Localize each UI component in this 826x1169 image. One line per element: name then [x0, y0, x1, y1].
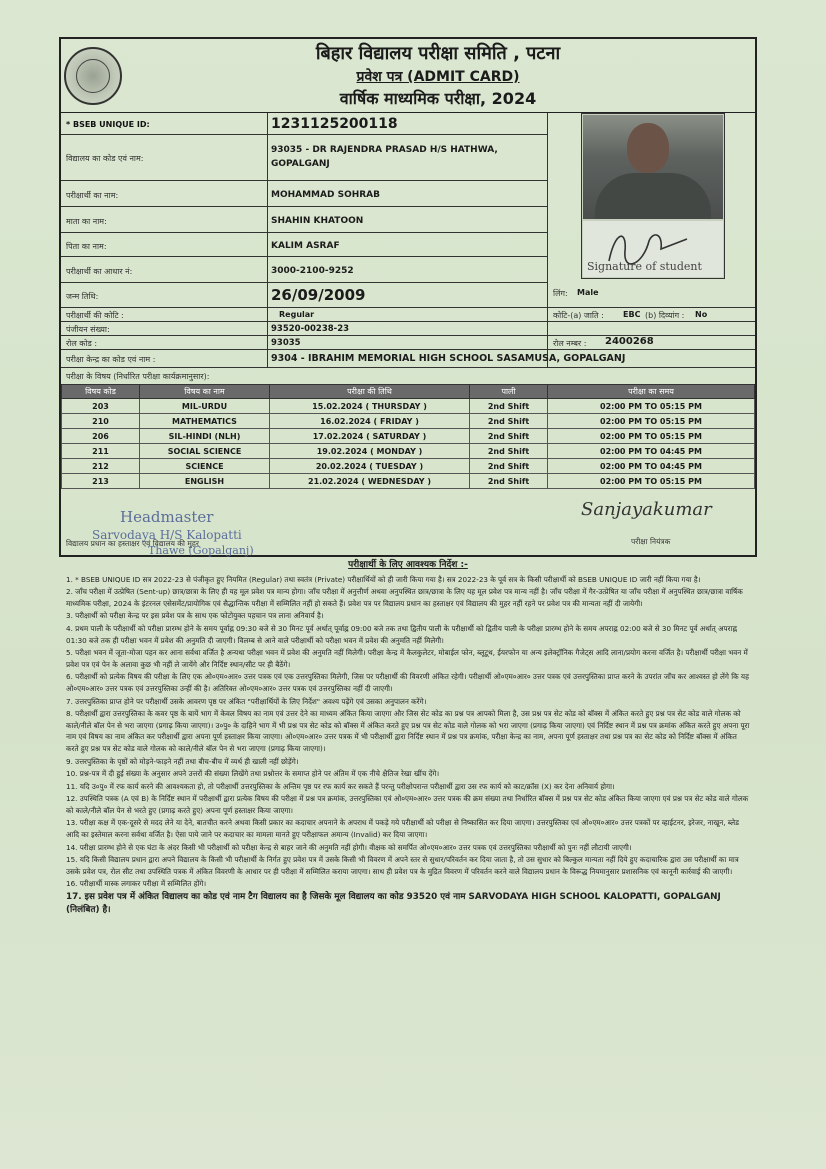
subject-row [62, 474, 755, 489]
instruction-item: 12. उपस्थिति पत्रक (A एवं B) के निर्दिष्ट स्थान में परीक्षार्थी द्वारा प्रत्येक विषय की परीक्षा में प्रश्न पत्र क्रमांक, उत्तरपुस्तिका एवं ओ०एम०आर० उत्तर पत्रक की क्रम संख्या तथा निर्धारित बॉक्स में प्रश्न पत्र सेट कोड अंकित किया जाएगा एवं प्रश्न पत्र सेट कोड वाले गोलक को काले/नीले बॉल पेन से भरते हुए (प्रगाढ़ करते हुए) अपना पूर्ण हस्ताक्षर किया जाएगा। [66, 794, 749, 815]
reg-value: 93520-00238-23 [271, 324, 350, 334]
subject-code: 203 [62, 399, 140, 414]
uid-label: * BSEB UNIQUE ID: [66, 120, 150, 129]
exam-shift: 2nd Shift [470, 459, 548, 474]
name-label: परीक्षार्थी का नाम: [66, 191, 119, 200]
father-label: पिता का नाम: [66, 242, 107, 251]
row-subjects-label [61, 368, 755, 384]
instruction-item: 8. परीक्षार्थी द्वारा उत्तरपुस्तिका के कवर पृष्ठ के बायें भाग में केवल विषय का नाम एवं उत्तर देने का माध्यम अंकित किया जाएगा और जिस सेट कोड का प्रश्न पत्र आपको मिला है, उस प्रश्न पत्र सेट कोड को बॉक्स में अंकित करते हुए प्रश्न पत्र सेट कोड वाले गोलक को काले/नीले बॉल पेन से भरा जाएगा (प्रगाढ़ किया जाएगा)। उ०पु० के दाहिने भाग में भी प्रश्न पत्र सेट कोड को बॉक्स में अंकित करते हुए प्रश्न पत्र सेट कोड वाले गोलक को भरा जाएगा (प्रगाढ़ किया जाएगा) एवं निर्दिष्ट स्थान में प्रश्न पत्र क्रमांक अंकित करते हुए अपना पूरा नाम एवं विषय का नाम अंकित कर परीक्षार्थी द्वारा अपना पूर्ण हस्ताक्षर किया जाएगा। ओ०एम०आर० उत्तर पत्रक में भी परीक्षार्थी द्वारा निर्दिष्ट स्थान में प्रश्न पत्र क्रमांक, परीक्षा केन्द्र का नाम, अपना पूर्ण हस्ताक्षर तथा प्रश्न पत्र का सेट कोड को निर्दिष्ट बॉक्स में अंकित करते हुए प्रश्न पत्र सेट कोड वाले गोलक को काले/नीले बॉल पेन से भरा जाएगा (प्रगाढ़ किया जाएगा)। [66, 709, 750, 753]
instruction-item: 2. जाँच परीक्षा में उत्प्रेषित (Sent-up) छात्र/छात्रा के लिए ही यह मूल प्रवेश पत्र मान्य होगा। जाँच परीक्षा में अनुत्तीर्ण अथवा अनुपस्थित छात्र/छात्रा के लिए यह मूल प्रवेश पत्र मान्य नहीं है। जाँच परीक्षा में गैर-उत्प्रेषित या जाँच परीक्षा में अनुपस्थित छात्र/छात्रा वार्षिक माध्यमिक परीक्षा, 2024 के इंटरनल एसेसमेंट/प्रायोगिक एवं सैद्धान्तिक परीक्षा में सम्मिलित नहीं हो सकते हैं। प्रवेश पत्र पर विद्यालय प्रधान का हस्ताक्षर एवं विद्यालय की मुहर नहीं रहने पर प्रवेश पत्र की मान्यता नहीं दी जायेगी। [66, 587, 743, 608]
exam-time: 02:00 PM TO 05:15 PM [548, 474, 755, 489]
col-subject: विषय का नाम [140, 385, 270, 399]
instruction-item: 5. परीक्षा भवन में जूता-मोजा पहन कर आना सर्वथा वर्जित है अन्यथा परीक्षा भवन में प्रवेश की अनुमति नहीं मिलेगी। परीक्षा केन्द्र में कैलकुलेटर, मोबाईल फोन, ब्लूटूथ, ईयरफोन या अन्य इलेक्ट्रॉनिक गैजेट्स आदि लाना/प्रयोग करना वर्जित है। परीक्षार्थी परीक्षा भवन में प्रवेश पत्र एवं पेन के अलावा कुछ भी नहीं ले जायेंगे और निर्दिष्ट स्थान/सीट पर ही बैठेंगे। [66, 648, 748, 669]
student-signature [583, 221, 723, 277]
subject-row [62, 444, 755, 459]
exam-title: वार्षिक माध्यमिक परीक्षा, 2024 [339, 89, 537, 108]
instruction-item: 3. परीक्षार्थी को परीक्षा केन्द्र पर इस प्रवेश पत्र के साथ एक फोटोयुक्त पहचान पत्र लाना अनिवार्य है। [66, 611, 324, 621]
instructions-title: परीक्षार्थी के लिए आवश्यक निर्देश :- [348, 560, 468, 570]
admit-card [59, 37, 757, 557]
controller-label: परीक्षा नियंत्रक [631, 537, 671, 546]
roll-code-value: 93035 [271, 338, 301, 348]
subject-code: 210 [62, 414, 140, 429]
exam-shift: 2nd Shift [470, 429, 548, 444]
doc-title: प्रवेश पत्र (ADMIT CARD) [356, 69, 520, 85]
roll-code-label: रोल कोड : [66, 339, 98, 348]
instruction-item: 17. इस प्रवेश पत्र में अंकित विद्यालय का कोड एवं नाम टैग विद्यालय का है जिसके मूल विद्यालय का कोड 93520 एवं नाम SARVODAYA HIGH SCHOOL KALOPATTI, GOPALGANJ (निलंबित) है। [66, 892, 721, 916]
instructions [66, 560, 750, 918]
instruction-item: 7. उत्तरपुस्तिका प्राप्त होने पर परीक्षार्थी उसके आवरण पृष्ठ पर अंकित "परीक्षार्थियों के लिए निर्देश" अवश्य पढ़ेंगे एवं उसका अनुपालन करेंगे। [66, 696, 427, 706]
dob-label: जन्म तिथि: [66, 292, 99, 301]
caste-value: EBC [623, 310, 641, 319]
card-header [61, 39, 755, 113]
instruction-item: 15. यदि किसी विद्यालय प्रधान द्वारा अपने विद्यालय के किसी भी परीक्षार्थी के निर्गत हुए प्रवेश पत्र में उसके किसी भी विवरण में अपने स्तर से सुधार/परिवर्तन कर दिया जाता है, तो उस सुधार को बिल्कुल मान्यता नहीं दिये हुए कदाचारिक द्वारा उस परीक्षार्थी का मात्र उसके प्रवेश पत्र, रोल सीट तथा उपस्थिति पत्रक में अंकित विवरणी के आधार पर ही परीक्षा में सम्मिलित कराया जाएगा। साथ ही प्रवेश पत्र के मुद्रित विवरण में परिवर्तन करने वाले विद्यालय प्रधान के विरूद्ध नियमानुसार प्रशासनिक एवं कानूनी कार्रवाई की जाएगी। [66, 855, 739, 876]
category-value: Regular [279, 310, 315, 319]
subjects-table [61, 384, 755, 489]
exam-date: 15.02.2024 ( THURSDAY ) [270, 399, 470, 414]
row-registration [61, 322, 755, 336]
subject-code: 213 [62, 474, 140, 489]
caste-label: कोटि-(a) जाति : [553, 311, 604, 320]
instruction-item: 10. प्रश्न-पत्र में दी हुई संख्या के अनुसार अपने उत्तरों की संख्या लिखेंगे तथा प्रश्नोत्तर के समाप्त होने पर अंतिम में एक नीचे क्षैतिज रेखा खींच देंगे। [66, 769, 440, 779]
exam-time: 02:00 PM TO 04:45 PM [548, 444, 755, 459]
instruction-item: 1. * BSEB UNIQUE ID सत्र 2022-23 से पंजीकृत हुए नियमित (Regular) तथा स्वतंत्र (Private) परीक्षार्थियों को ही जारी किया गया है। सत्र 2022-23 के पूर्व सत्र के किसी परीक्षार्थी को BSEB UNIQUE ID जारी नहीं किया गया है। [66, 574, 701, 584]
roll-no-label: रोल नम्बर : [553, 339, 587, 348]
dob-value: 26/09/2009 [271, 286, 366, 304]
subject-row [62, 399, 755, 414]
row-name [61, 181, 547, 207]
subject-row [62, 414, 755, 429]
exam-date: 21.02.2024 ( WEDNESDAY ) [270, 474, 470, 489]
student-photo [581, 113, 725, 279]
col-date: परीक्षा की तिथि [270, 385, 470, 399]
category-label: परीक्षार्थी की कोटि : [66, 311, 124, 320]
org-title: बिहार विद्यालय परीक्षा समिति , पटना [315, 43, 561, 64]
subject-code: 211 [62, 444, 140, 459]
stamp-line1: Headmaster [120, 508, 214, 526]
instruction-item: 4. प्रथम पाली के परीक्षार्थी को परीक्षा प्रारम्भ होने के समय पूर्वाह्न 09:30 बजे से 30 मिनट पूर्व अर्थात् पूर्वाह्न 09:00 बजे तक तथा द्वितीय पाली के परीक्षार्थी को द्वितीय पाली के परीक्षा प्रारम्भ होने के समय अपराह्न 02:00 बजे से 30 मिनट पूर्व अर्थात् अपराह्न 01:30 बजे तक ही परीक्षा भवन में प्रवेश की अनुमति दी जाएगी। विलम्ब से आने वाले परीक्षार्थी को परीक्षा भवन में प्रवेश की अनुमति नहीं मिलेगी। [66, 623, 737, 645]
instruction-item: 14. परीक्षा प्रारम्भ होने से एक घंटा के अंदर किसी भी परीक्षार्थी को परीक्षा केन्द्र से बाहर जाने की अनुमति नहीं होगी। वीक्षक को समर्पित ओ०एम०आर० उत्तर पत्रक एवं उत्तरपुस्तिका परीक्षार्थी को पुनः नहीं लौटायी जाएगी। [66, 842, 632, 852]
student-photo-image [583, 115, 723, 219]
subject-name: SIL-HINDI (NLH) [140, 429, 270, 444]
exam-time: 02:00 PM TO 04:45 PM [548, 459, 755, 474]
father-value: KALIM ASRAF [271, 241, 340, 251]
row-aadhaar [61, 257, 547, 283]
gender-value: Male [577, 288, 599, 297]
school-line1: 93035 - DR RAJENDRA PRASAD H/S HATHWA, [271, 145, 498, 155]
exam-time: 02:00 PM TO 05:15 PM [548, 399, 755, 414]
exam-date: 19.02.2024 ( MONDAY ) [270, 444, 470, 459]
roll-no-value: 2400268 [605, 336, 654, 347]
row-category [61, 308, 755, 322]
subject-name: MIL-URDU [140, 399, 270, 414]
subject-code: 206 [62, 429, 140, 444]
exam-date: 20.02.2024 ( TUESDAY ) [270, 459, 470, 474]
stamp-line2: Sarvodaya H/S Kalopatti [92, 528, 242, 542]
col-time: परीक्षा का समय [548, 385, 755, 399]
instruction-item: 11. यदि उ०पु० में रफ कार्य करने की आवश्यकता हो, तो परीक्षार्थी उत्तरपुस्तिका के अन्तिम पृष्ठ पर रफ कार्य कर सकते हैं परन्तु परीक्षोपरान्त परीक्षार्थी द्वारा उस रफ कार्य को काट/क्रॉस (X) कर देना अनिवार्य होगा। [66, 781, 615, 791]
centre-label: परीक्षा केन्द्र का कोड एवं नाम : [66, 355, 156, 364]
school-line2: GOPALGANJ [271, 159, 330, 169]
aadhaar-value: 3000-2100-9252 [271, 266, 354, 276]
row-uid [61, 113, 547, 135]
row-roll [61, 336, 755, 350]
row-centre [61, 350, 755, 368]
exam-shift: 2nd Shift [470, 474, 548, 489]
row-dob [61, 283, 755, 308]
row-father [61, 233, 547, 257]
subject-row [62, 459, 755, 474]
subject-name: MATHEMATICS [140, 414, 270, 429]
instruction-item: 9. उत्तरपुस्तिका के पृष्ठों को मोड़ने-फाड़ने नहीं तथा बीच-बीच में व्यर्थ ही खाली नहीं छोड़ेंगे। [66, 756, 299, 766]
disability-label: (b) दिव्यांग : [645, 311, 685, 320]
signature-caption: Signature of student [587, 260, 702, 273]
exam-shift: 2nd Shift [470, 444, 548, 459]
subject-name: SCIENCE [140, 459, 270, 474]
aadhaar-label: परीक्षार्थी का आधार नं: [66, 267, 133, 276]
head-sign-label: विद्यालय प्रधान का हस्ताक्षर एवं विद्यालय की मुहर [66, 539, 199, 548]
subject-row [62, 429, 755, 444]
col-code: विषय कोड [62, 385, 140, 399]
subjects-header-row [62, 385, 755, 399]
exam-shift: 2nd Shift [470, 399, 548, 414]
stamp-line3: Thawe (Gopalganj) [148, 544, 254, 557]
subjects-label: परीक्षा के विषय (निर्धारित परीक्षा कार्यक्रमानुसार): [66, 372, 210, 381]
controller-signature: Sanjayakumar [581, 499, 712, 520]
subject-name: ENGLISH [140, 474, 270, 489]
exam-date: 17.02.2024 ( SATURDAY ) [270, 429, 470, 444]
row-mother [61, 207, 547, 233]
mother-label: माता का नाम: [66, 217, 107, 226]
school-label: विद्यालय का कोड एवं नाम: [66, 154, 144, 163]
disability-value: No [695, 310, 708, 319]
gender-label: लिंग: [553, 289, 568, 298]
subject-name: SOCIAL SCIENCE [140, 444, 270, 459]
exam-time: 02:00 PM TO 05:15 PM [548, 414, 755, 429]
instruction-item: 6. परीक्षार्थी को प्रत्येक विषय की परीक्षा के लिए एक ओ०एम०आर० उत्तर पत्रक एवं एक उत्तरपुस्तिका मिलेगी, जिस पर परीक्षार्थी की विवरणी अंकित रहेगी। परीक्षार्थी ओ०एम०आर० उत्तर पत्रक एवं उत्तरपुस्तिका प्राप्त करने के उपरांत जाँच कर आश्वस्त हो लेंगे कि यह ओ०एम०आर० उत्तर पत्रक एवं उत्तरपुस्तिका उन्हीं की है। अतिरिक्त ओ०एम०आर० उत्तर पत्रक एवं उत्तरपुस्तिका नहीं दी जाएगी। [66, 672, 749, 693]
instructions-list [66, 574, 750, 917]
uid-value: 1231125200118 [271, 116, 398, 132]
instruction-item: 16. परीक्षार्थी मास्क लगाकर परीक्षा में सम्मिलित होंगे। [66, 879, 207, 889]
name-value: MOHAMMAD SOHRAB [271, 190, 381, 200]
instruction-item: 13. परीक्षा कक्ष में एक-दूसरे से मदद लेने या देने, बातचीत करने अथवा किसी प्रकार का कदाचार अपनाने के अपराध में पकड़े गये परीक्षार्थी को परीक्षा से निष्कासित कर दिया जाएगा। उत्तरपुस्तिका एवं ओ०एम०आर० उत्तर पत्रकों पर व्हाईटनर, इरेजर, नाखून, ब्लेड आदि का इस्तेमाल करना सर्वथा वर्जित है। ऐसा पाये जाने पर कदाचार का मामला मानते हुए परीक्षाफल अमान्य (Invalid) कर दिया जाएगा। [66, 818, 740, 840]
subject-code: 212 [62, 459, 140, 474]
reg-label: पंजीयन संख्या: [66, 325, 110, 334]
exam-time: 02:00 PM TO 05:15 PM [548, 429, 755, 444]
centre-value: 9304 - IBRAHIM MEMORIAL HIGH SCHOOL SASAMUSA, GOPALGANJ [271, 353, 626, 364]
col-shift: पाली [470, 385, 548, 399]
exam-date: 16.02.2024 ( FRIDAY ) [270, 414, 470, 429]
row-school [61, 135, 547, 181]
mother-value: SHAHIN KHATOON [271, 216, 364, 226]
exam-shift: 2nd Shift [470, 414, 548, 429]
